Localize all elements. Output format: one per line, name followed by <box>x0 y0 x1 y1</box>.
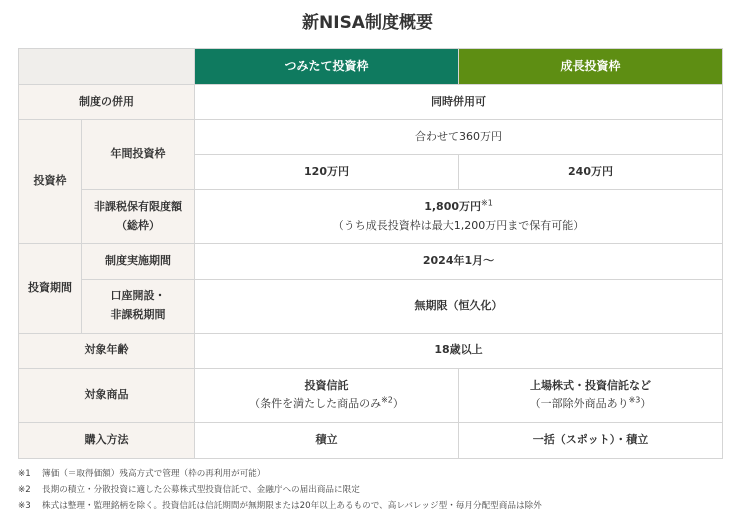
header-tsumitate: つみたて投資枠 <box>195 49 459 85</box>
row-koza <box>19 279 723 333</box>
hikazei-label-line1: 非課税保有限度額 <box>94 200 182 214</box>
nisa-overview-table <box>18 48 723 459</box>
row-nenkan-total <box>19 120 723 155</box>
footnote-3-mark: ※3 <box>18 501 31 511</box>
row-hikazei <box>19 190 723 244</box>
row-label-koza <box>82 279 195 333</box>
hikazei-label-line2: （総枠） <box>116 218 160 232</box>
value-nenrei: 18歳以上 <box>195 333 723 368</box>
footnote-1-text: 簿価（＝取得価額）残高方式で管理（枠の再利用が可能） <box>42 469 266 479</box>
value-jisshi: 2024年1月～ <box>195 244 723 279</box>
shohin-tsumitate-close: ） <box>392 397 404 411</box>
value-heiyo: 同時併用可 <box>195 85 723 120</box>
nenkan-total-text: 合わせて360万円 <box>415 129 502 143</box>
row-konyu <box>19 422 723 458</box>
koza-label-line2: 非課税期間 <box>110 308 166 322</box>
value-konyu-tsumitate: 積立 <box>195 422 459 458</box>
value-nenkan-total <box>195 120 723 155</box>
hikazei-sub: （うち成長投資枠は最大1,200万円まで保有可能） <box>332 218 585 232</box>
row-shohin <box>19 368 723 422</box>
row-label-konyu: 購入方法 <box>19 422 195 458</box>
value-shohin-tsumitate <box>195 368 459 422</box>
row-heiyo <box>19 85 723 120</box>
shohin-seicho-close: ） <box>640 397 652 411</box>
row-label-shohin: 対象商品 <box>19 368 195 422</box>
shohin-tsumitate-sub: （条件を満たした商品のみ <box>249 397 382 411</box>
row-label-hikazei <box>82 190 195 244</box>
value-nenkan-seicho: 240万円 <box>459 155 723 190</box>
value-nenkan-tsumitate: 120万円 <box>195 155 459 190</box>
footnote-3 <box>18 498 722 514</box>
hikazei-note-mark: ※1 <box>481 198 493 208</box>
value-konyu-seicho: 一括（スポット）・積立 <box>459 422 723 458</box>
header-row <box>19 49 723 85</box>
row-label-heiyo: 制度の併用 <box>19 85 195 120</box>
footnotes <box>18 466 722 514</box>
footnote-1 <box>18 466 722 482</box>
footnote-2 <box>18 482 722 498</box>
row-label-kikan: 投資期間 <box>19 244 82 333</box>
koza-label-line1: 口座開設・ <box>110 289 166 303</box>
footnote-2-mark: ※2 <box>18 485 31 495</box>
shohin-tsumitate-mark: ※2 <box>381 395 393 405</box>
shohin-tsumitate-main: 投資信託 <box>304 378 349 392</box>
row-nenrei <box>19 333 723 368</box>
value-hikazei <box>195 190 723 244</box>
value-koza: 無期限（恒久化） <box>195 279 723 333</box>
footnote-3-text: 株式は整理・監理銘柄を除く。投資信託は信託期間が無期限または20年以上あるもので、高レバレッジ型・毎月分配型商品は除外 <box>42 501 542 511</box>
footnote-2-text: 長期の積立・分散投資に適した公募株式型投資信託で、金融庁への届出商品に限定 <box>42 485 360 495</box>
row-label-nenkan: 年間投資枠 <box>82 120 195 190</box>
row-label-toshiwaku: 投資枠 <box>19 120 82 244</box>
row-jisshi <box>19 244 723 279</box>
header-corner-cell <box>19 49 195 85</box>
row-label-nenrei: 対象年齢 <box>19 333 195 368</box>
shohin-seicho-main: 上場株式・投資信託など <box>530 378 651 392</box>
row-label-jisshi: 制度実施期間 <box>82 244 195 279</box>
shohin-seicho-mark: ※3 <box>628 395 641 405</box>
footnote-1-mark: ※1 <box>18 469 31 479</box>
header-seicho: 成長投資枠 <box>459 49 723 85</box>
shohin-seicho-sub: （一部除外商品あり <box>529 397 629 411</box>
page-title: 新NISA制度概要 <box>302 13 433 33</box>
value-shohin-seicho <box>459 368 723 422</box>
hikazei-value: 1,800万円 <box>424 200 481 214</box>
